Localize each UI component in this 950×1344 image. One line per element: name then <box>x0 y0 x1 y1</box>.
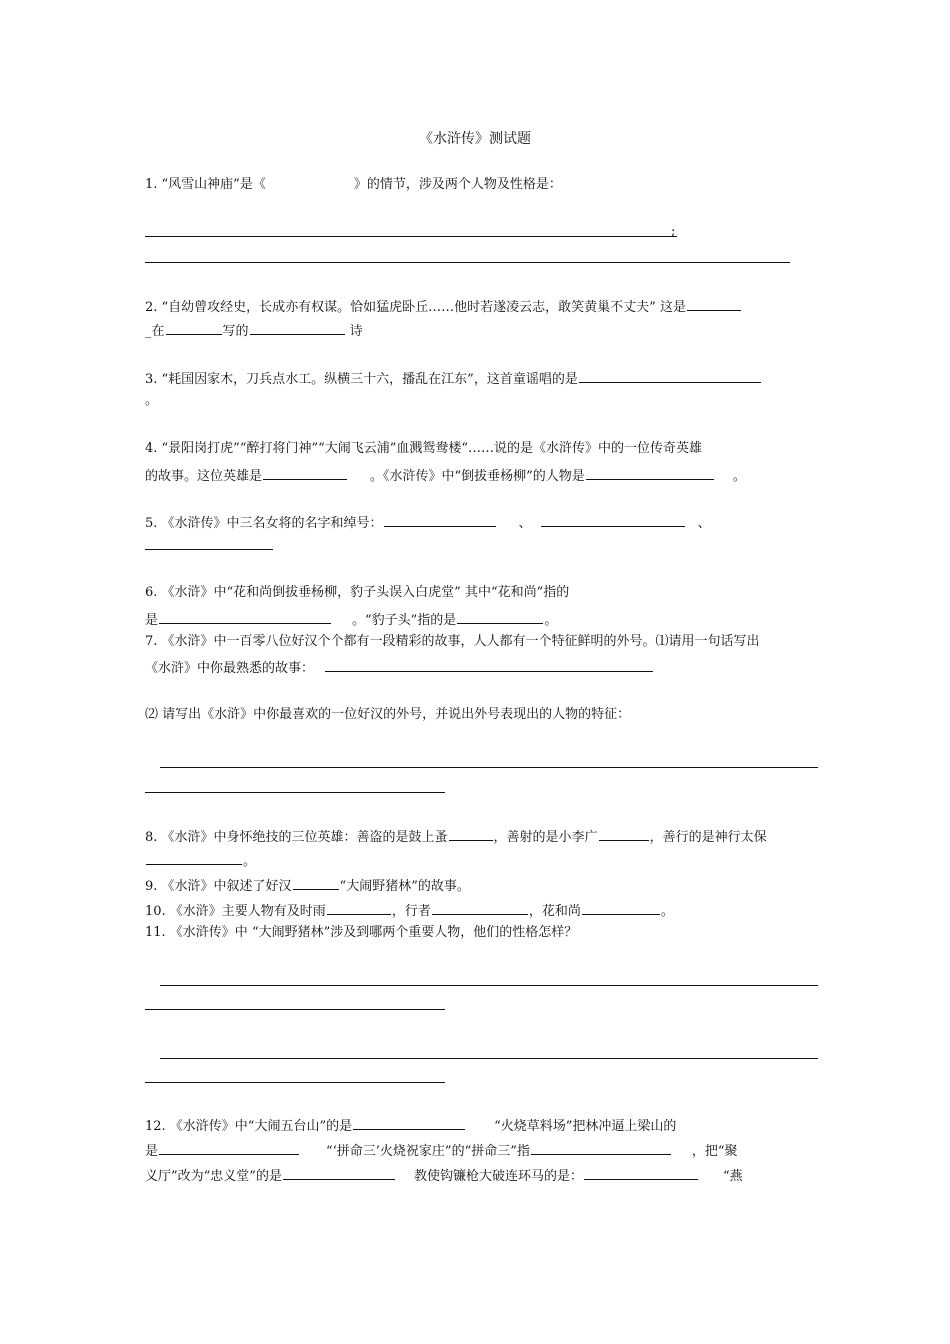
q10-blank-3[interactable] <box>582 900 660 915</box>
q7-answer-line-2[interactable] <box>145 792 445 793</box>
q11-answer-line-4[interactable] <box>145 1082 445 1083</box>
question-6-cont <box>145 609 557 630</box>
q12-text-b: “火烧草料场”把林冲逼上梁山的 <box>494 1119 677 1134</box>
q11-answer-line-2[interactable] <box>145 1009 445 1010</box>
q7-text-b: 《水浒》中你最熟悉的故事： <box>145 661 315 676</box>
q1-answer-line-2[interactable] <box>145 262 790 263</box>
q5-blank-1[interactable] <box>384 512 496 527</box>
q7-text-a: 7. 《水浒》中一百零八位好汉个个都有一段精彩的故事，人人都有一个特征鲜明的外号。⑴请用一句话写出 <box>145 634 760 649</box>
question-2-cont <box>145 320 363 341</box>
q9-blank[interactable] <box>293 875 339 890</box>
q6-text-c: 。“豹子头”指的是 <box>352 613 457 628</box>
q10-text-b: ，行者 <box>391 904 431 919</box>
question-4-cont <box>145 465 746 486</box>
q7-blank-story[interactable] <box>325 657 653 672</box>
question-2 <box>145 296 742 317</box>
q10-blank-2[interactable] <box>432 900 528 915</box>
question-3 <box>145 368 762 389</box>
q6-blank-baozitou[interactable] <box>457 609 543 624</box>
q2-blank-place[interactable] <box>166 320 222 335</box>
question-7-part2: ⑵ 请写出《水浒》中你最喜欢的一位好汉的外号，并说出外号表现出的人物的特征： <box>145 707 631 722</box>
question-12-cont <box>145 1140 738 1161</box>
question-10 <box>145 900 674 921</box>
q9-text-b: “大闹野猪林”的故事。 <box>339 879 470 894</box>
q2-text-d: 诗 <box>349 324 363 339</box>
question-6 <box>145 584 569 602</box>
q11-answer-line-3[interactable] <box>160 1058 818 1059</box>
q1-text-a: 1. “风雪山神庙”是《 <box>145 177 266 192</box>
q2-text-c: 写的 <box>222 324 249 339</box>
q8-blank-archer[interactable] <box>599 826 649 841</box>
page-title: 《水浒传》测试题 <box>419 131 531 147</box>
q12-blank-wutai[interactable] <box>353 1115 465 1130</box>
q10-text-a: 10. 《水浒》主要人物有及时雨 <box>145 904 326 919</box>
q10-text-c: ，花和尚 <box>528 904 581 919</box>
q8-text-c: ，善行的是神行太保 <box>649 830 767 845</box>
q10-text-d: 。 <box>660 904 674 919</box>
question-7 <box>145 633 760 651</box>
q8-text-a: 8. 《水浒》中身怀绝技的三位英雄：善盗的是鼓上蚤 <box>145 830 448 845</box>
q11-answer-line-1[interactable] <box>160 985 818 986</box>
q8-blank-runner[interactable] <box>146 850 242 865</box>
q5-sep-2: 、 <box>697 516 711 531</box>
q4-text-a: 4. “景阳岗打虎”“醉打将门神”“大闹飞云浦”血溅鸳鸯楼“……说的是《水浒传》中的一位传奇英雄 <box>145 441 703 456</box>
q3-text-a: 3. “耗国因家木，刀兵点水工。纵横三十六，播乱在江东”，这首童谣唱的是 <box>145 372 578 387</box>
q4-blank-hero[interactable] <box>263 465 347 480</box>
q8-text-d: 。 <box>243 854 257 869</box>
q5-blank-2[interactable] <box>541 512 685 527</box>
q4-text-b: 的故事。这位英雄是 <box>145 469 263 484</box>
q12-text-f: 义厅”改为“忠义堂”的是 <box>145 1169 282 1184</box>
q12-text-e: ，把“聚 <box>691 1144 738 1159</box>
question-12-cont-2 <box>145 1165 743 1186</box>
q6-text-a: 6. 《水浒》中“花和尚倒拔垂杨柳，豹子头误入白虎堂” 其中“花和尚”指的 <box>145 585 570 600</box>
q1-text-b: 》的情节，涉及两个人物及性格是： <box>353 177 562 192</box>
q12-blank-goulian[interactable] <box>584 1165 698 1180</box>
question-5 <box>145 512 711 533</box>
q12-text-h: “燕 <box>722 1169 743 1184</box>
q2-blank-poem[interactable] <box>250 320 345 335</box>
q10-blank-1[interactable] <box>327 900 391 915</box>
q5-sep-1: 、 <box>518 516 532 531</box>
q2-text-b: _在 <box>145 324 165 339</box>
q6-text-b: 是 <box>145 613 159 628</box>
q1-semicolon: ; <box>671 224 676 239</box>
question-9 <box>145 875 470 896</box>
q8-blank-thief[interactable] <box>449 826 493 841</box>
q12-text-d: “‘拼命三’火烧祝家庄”的“拼命三”指 <box>326 1144 530 1159</box>
q7-answer-line-1[interactable] <box>160 767 818 768</box>
q5-text-a: 5. 《水浒传》中三名女将的名字和绰号： <box>145 516 383 531</box>
q4-text-d: 。 <box>732 469 746 484</box>
q12-text-c: 是 <box>145 1144 159 1159</box>
q3-period: 。 <box>145 393 159 408</box>
q3-blank[interactable] <box>579 368 761 383</box>
q4-text-c: 。《水浒传》中“倒拔垂杨柳”的人物是 <box>370 469 585 484</box>
question-1 <box>145 176 562 194</box>
q1-answer-line-1[interactable] <box>145 236 677 237</box>
q8-text-b: ，善射的是小李广 <box>493 830 598 845</box>
q2-blank-author[interactable] <box>687 296 741 311</box>
q12-blank-caoliao[interactable] <box>159 1140 299 1155</box>
q6-blank-huaheshang[interactable] <box>159 609 331 624</box>
question-11: 11. 《水浒传》中 “大闹野猪林”涉及到哪两个重要人物，他们的性格怎样？ <box>145 925 578 940</box>
q6-text-d: 。 <box>544 613 558 628</box>
q12-text-g: 教使钩镰枪大破连环马的是： <box>413 1169 583 1184</box>
question-4 <box>145 440 702 458</box>
q5-blank-3[interactable] <box>145 549 273 550</box>
q12-blank-pinming[interactable] <box>531 1140 671 1155</box>
q4-blank-willow[interactable] <box>586 465 714 480</box>
question-8-cont <box>145 850 256 871</box>
question-8 <box>145 826 767 847</box>
q2-text-a: 2. “自幼曾攻经史，长成亦有权谋。恰如猛虎卧丘……他时若遂凌云志，敢笑黄巢不丈夫” 这是 <box>145 300 686 315</box>
question-7-cont <box>145 657 654 678</box>
q12-text-a: 12. 《水浒传》中“大闹五台山”的是 <box>145 1119 353 1134</box>
question-12 <box>145 1115 676 1136</box>
q12-blank-zhongyi[interactable] <box>283 1165 395 1180</box>
q9-text-a: 9. 《水浒》中叙述了好汉 <box>145 879 292 894</box>
